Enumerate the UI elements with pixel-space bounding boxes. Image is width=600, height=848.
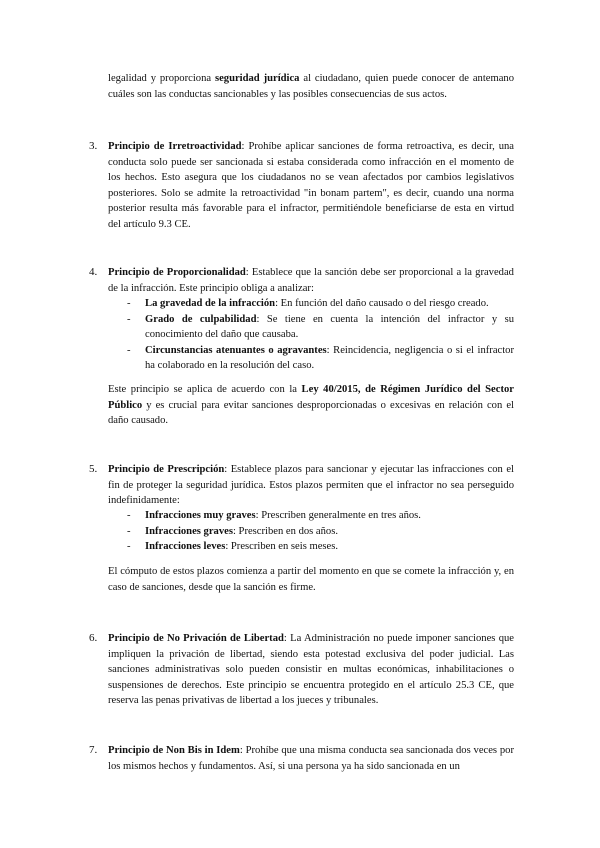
section-4-after-paragraph: Este principio se aplica de acuerdo con la Ley 40/2015, de Régimen Jurídico del Sector Público y es crucial para evitar sanciones desproporcionadas o excesivas en relación con el daño causado. xyxy=(108,384,514,427)
list-item: - Grado de culpabilidad: Se tiene en cuenta la intención del infractor y su conocimiento del daño que causaba. xyxy=(127,313,514,341)
section-6-title: Principio de No Privación de Libertad xyxy=(108,633,284,644)
section-7-title: Principio de Non Bis in Idem xyxy=(108,745,240,756)
section-3-title: Principio de Irretroactividad xyxy=(108,141,242,152)
section-5-paragraph: Principio de Prescripción: Establece plazos para sancionar y ejecutar las infracciones con el fin de proteger la seguridad jurídica. Estos plazos permiten que el infractor no sea perseguido indefinidamente: xyxy=(108,464,514,507)
section-3-paragraph: Principio de Irretroactividad: Prohíbe aplicar sanciones de forma retroactiva, es decir, una conducta solo puede ser sancionada si estaba considerada como infracción en el momento de los hechos. Esto asegura que los ciudadanos no se vean afectados por cambios legislativos posteriores. Solo se admite la retroactividad "in bonam partem", es decir, cuando una norma posterior resulta más favorable para el infractor, permitiéndole beneficiarse de esta en virtud del artículo 9.3 CE. xyxy=(108,141,515,230)
section-4-number: 4. xyxy=(89,266,98,278)
list-item: - Infracciones graves: Prescriben en dos años. xyxy=(127,525,339,537)
section-4-paragraph: Principio de Proporcionalidad: Establece que la sanción debe ser proporcional a la gravedad de la infracción. Este principio obliga a analizar: xyxy=(108,267,514,294)
list-item: - Circunstancias atenuantes o agravantes: Reincidencia, negligencia o si el infractor ha colaborado en la resolución del caso. xyxy=(127,344,514,372)
section-6-number: 6. xyxy=(89,632,98,644)
list-item: - La gravedad de la infracción: En función del daño causado o del riesgo creado. xyxy=(127,298,489,309)
section-5-after-paragraph: El cómputo de estos plazos comienza a partir del momento en que se comete la infracción y, en caso de sanciones, desde que la sanción es firme. xyxy=(108,566,514,593)
list-item: - Infracciones muy graves: Prescriben generalmente en tres años. xyxy=(127,510,421,521)
section-7-paragraph: Principio de Non Bis in Idem: Prohíbe que una misma conducta sea sancionada dos veces por los mismos hechos y fundamentos. Así, si una persona ya ha sido sancionada en un xyxy=(108,745,514,772)
list-item: - Infracciones leves: Prescriben en seis meses. xyxy=(127,541,339,553)
section-4-list xyxy=(108,296,514,374)
section-4-title: Principio de Proporcionalidad xyxy=(108,267,246,278)
section-5-title: Principio de Prescripción xyxy=(108,464,225,475)
section-5-number: 5. xyxy=(89,463,98,475)
section-7-number: 7. xyxy=(89,744,98,756)
section-3-number: 3. xyxy=(89,140,98,152)
intro-paragraph: legalidad y proporciona seguridad jurídica al ciudadano, quien puede conocer de antemano cuáles son las conductas sancionables y las posibles consecuencias de sus actos. xyxy=(108,73,514,100)
section-6-paragraph: Principio de No Privación de Libertad: La Administración no puede imponer sanciones que impliquen la privación de libertad, siendo esta potestad exclusiva del poder judicial. Las sanciones administrativas solo pueden consistir en multas económicas, inhabilitaciones o suspensiones de derechos. Este principio se encuentra protegido en el artículo 25.3 CE, que reserva las penas privativas de libertad a los jueces y tribunales. xyxy=(108,633,514,707)
section-5-list xyxy=(108,508,514,555)
